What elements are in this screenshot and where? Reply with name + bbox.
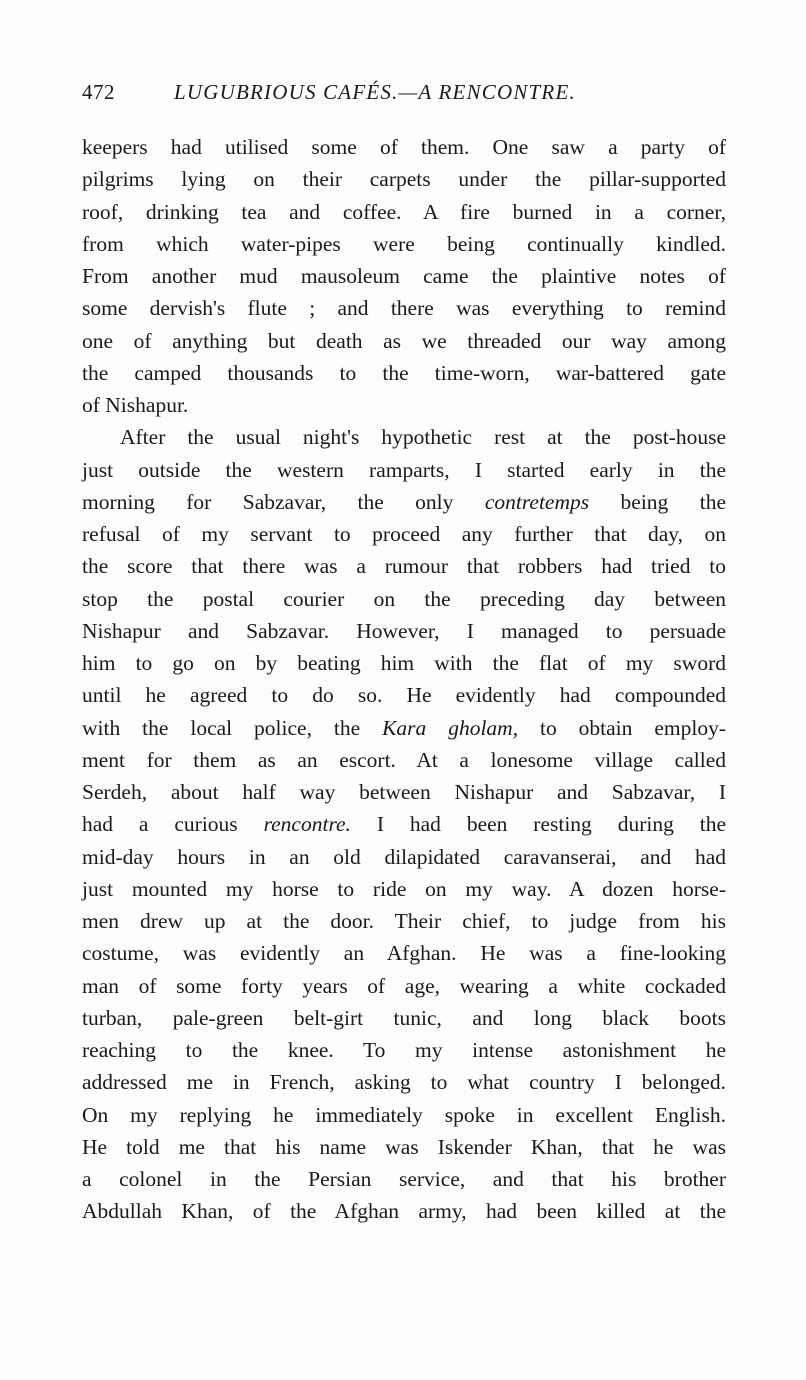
- text-segment: Serdeh, about half way between Nishapur and Sabzavar, I: [82, 780, 726, 804]
- running-title: LUGUBRIOUS CAFÉS.—A RENCONTRE.: [174, 80, 576, 104]
- text-segment: He told me that his name was Iskender Khan, that he was: [82, 1134, 726, 1159]
- text-segment: a colonel in the Persian service, and that his brother: [82, 1167, 726, 1191]
- italic-text: contretemps: [484, 489, 590, 514]
- text-segment: him to go on by beating him with the flat of my sword: [82, 651, 726, 675]
- text-segment: I had been resting during the: [350, 812, 726, 837]
- text-segment: some dervish's flute ; and there was everything to remind: [82, 296, 726, 321]
- text-segment: refusal of my servant to proceed any further that day, on: [82, 522, 726, 546]
- text-segment: stop the postal courier on the preceding day between: [82, 586, 726, 611]
- text-line: [82, 841, 726, 873]
- text-line: [82, 970, 726, 1002]
- text-line: [82, 518, 726, 550]
- text-line: [82, 873, 726, 905]
- text-segment: costume, was evidently an Afghan. He was a fine-looking: [82, 941, 726, 966]
- text-line: [82, 583, 726, 615]
- text-segment: addressed me in French, asking to what country I belonged.: [82, 1070, 726, 1095]
- text-line: [82, 486, 726, 518]
- text-segment: from which water-pipes were being continually kindled.: [82, 231, 726, 256]
- running-header: [82, 80, 726, 114]
- text-segment: mid-day hours in an old dilapidated caravanserai, and had: [82, 844, 726, 869]
- text-line: [82, 905, 726, 937]
- text-segment: to obtain employ-: [518, 715, 726, 740]
- text-line: [82, 647, 726, 679]
- text-segment: of Nishapur.: [82, 393, 189, 417]
- text-segment: the score that there was a rumour that robbers had tried to: [82, 554, 726, 579]
- text-line: [82, 1034, 726, 1066]
- text-segment: just outside the western ramparts, I started early in the: [82, 457, 726, 482]
- text-line: [82, 196, 726, 228]
- text-line: [82, 454, 726, 486]
- text-segment: reaching to the knee. To my intense astonishment he: [82, 1038, 726, 1062]
- text-line: [82, 1066, 726, 1098]
- text-segment: After the usual night's hypothetic rest at the post-house: [120, 425, 726, 450]
- text-line: [82, 421, 726, 453]
- text-segment: the camped thousands to the time-worn, war-battered gate: [82, 360, 726, 385]
- text-segment: being the: [589, 489, 726, 514]
- text-line: [82, 808, 726, 840]
- text-segment: Abdullah Khan, of the Afghan army, had been killed at the: [82, 1199, 726, 1224]
- text-segment: man of some forty years of age, wearing a white cockaded: [82, 973, 726, 998]
- text-segment: roof, drinking tea and coffee. A fire burned in a corner,: [82, 199, 726, 224]
- italic-text: rencontre.: [263, 812, 351, 837]
- text-segment: On my replying he immediately spoke in excellent English.: [82, 1102, 726, 1127]
- text-segment: Nishapur and Sabzavar. However, I managed to persuade: [82, 618, 726, 643]
- text-line: [82, 776, 726, 808]
- text-line: [82, 1131, 726, 1163]
- text-line: [82, 389, 726, 421]
- text-segment: pilgrims lying on their carpets under the pillar-supported: [82, 167, 726, 192]
- text-segment: ment for them as an escort. At a lonesome village called: [82, 747, 726, 772]
- text-line: [82, 325, 726, 357]
- text-line: [82, 131, 726, 163]
- text-line: [82, 712, 726, 744]
- text-line: [82, 937, 726, 969]
- text-line: [82, 1195, 726, 1227]
- text-line: [82, 679, 726, 711]
- text-segment: had a curious: [82, 812, 264, 837]
- text-line: [82, 228, 726, 260]
- text-line: [82, 357, 726, 389]
- text-line: [82, 260, 726, 292]
- text-segment: turban, pale-green belt-girt tunic, and long black boots: [82, 1005, 726, 1030]
- text-line: [82, 615, 726, 647]
- text-line: [82, 1163, 726, 1195]
- text-segment: until he agreed to do so. He evidently had compounded: [82, 683, 726, 708]
- text-line: [82, 163, 726, 195]
- text-line: [82, 550, 726, 582]
- text-segment: keepers had utilised some of them. One saw a party of: [82, 135, 726, 159]
- text-segment: with the local police, the: [82, 715, 383, 740]
- body-text: [82, 131, 726, 1228]
- text-line: [82, 292, 726, 324]
- text-segment: From another mud mausoleum came the plaintive notes of: [82, 264, 726, 288]
- text-segment: men drew up at the door. Their chief, to judge from his: [82, 909, 726, 933]
- text-line: [82, 1099, 726, 1131]
- text-segment: one of anything but death as we threaded our way among: [82, 328, 726, 353]
- text-segment: morning for Sabzavar, the only: [82, 489, 485, 514]
- text-line: [82, 744, 726, 776]
- italic-text: Kara gholam,: [382, 715, 519, 740]
- text-line: [82, 1002, 726, 1034]
- text-segment: just mounted my horse to ride on my way. A dozen horse-: [82, 876, 726, 901]
- page-number: 472: [82, 80, 115, 104]
